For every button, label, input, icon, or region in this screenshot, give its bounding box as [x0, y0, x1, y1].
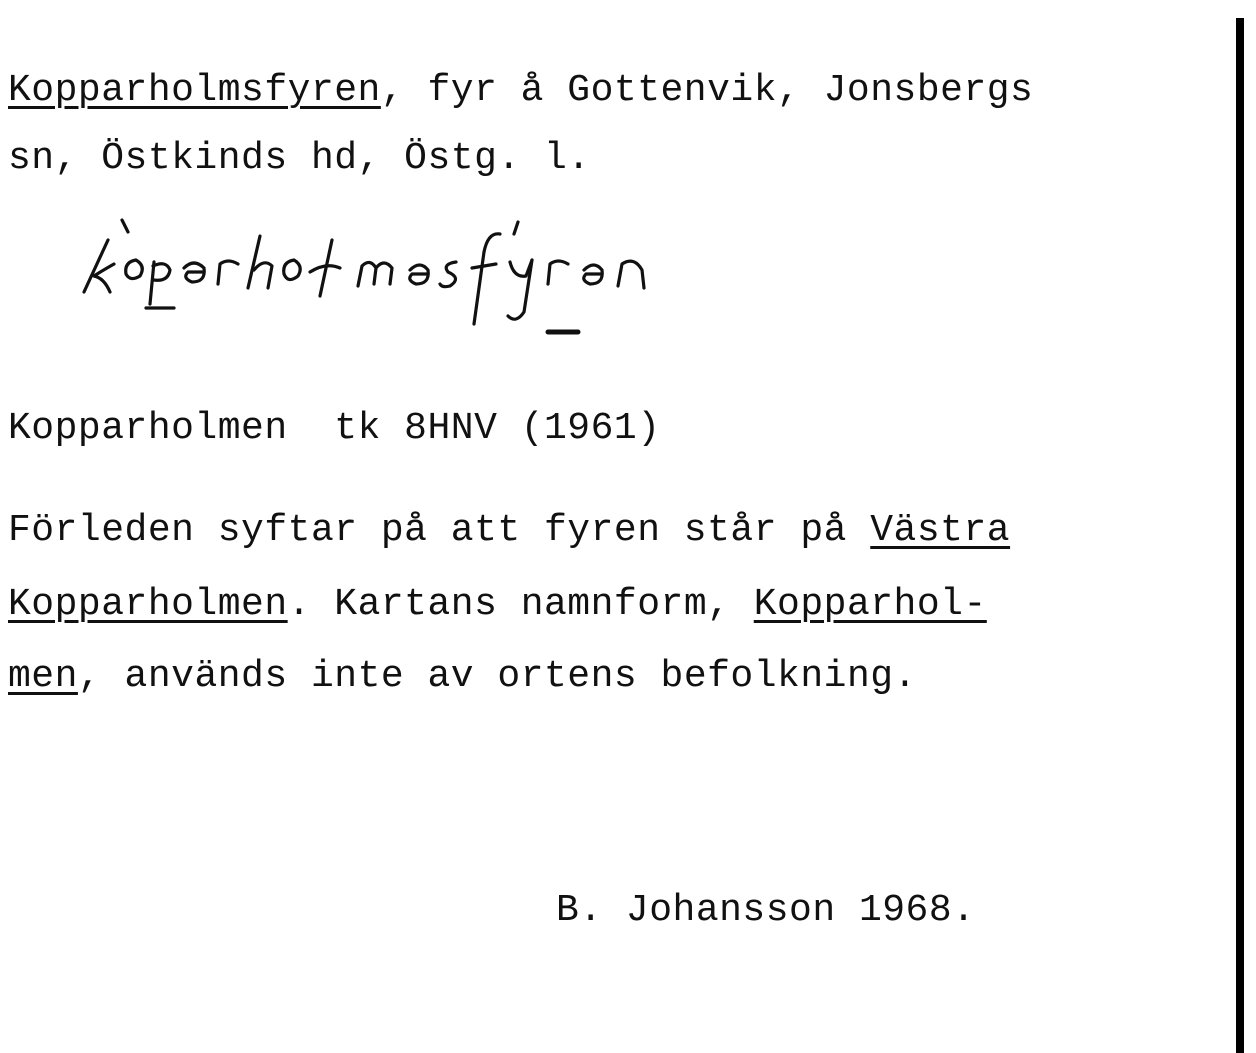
- note-underlined-vastra: Västra: [870, 509, 1011, 552]
- note-underlined-kopparholmen: Kopparholmen: [8, 583, 288, 626]
- heading-line-2: sn, Östkinds hd, Östg. l.: [8, 137, 591, 180]
- map-name: Kopparholmen: [8, 407, 288, 450]
- note-text-1: Förleden syftar på att fyren står på: [8, 509, 871, 552]
- handwritten-pronunciation: [70, 212, 760, 352]
- note-line-1: [8, 509, 1011, 552]
- heading-description: , fyr å Gottenvik, Jonsbergs: [380, 69, 1034, 112]
- card-edge-line: [1236, 18, 1244, 1053]
- pronunciation-script: [70, 212, 760, 352]
- headword: Kopparholmsfyren: [8, 69, 381, 112]
- map-ref: tk 8HNV (1961): [334, 407, 661, 450]
- heading-line-1: [8, 69, 1034, 112]
- signature: B. Johansson 1968.: [556, 889, 976, 932]
- note-text-3: , används inte av ortens befolkning.: [77, 655, 917, 698]
- note-line-3: [8, 655, 917, 698]
- note-line-2: [8, 583, 987, 626]
- map-reference-line: [8, 407, 661, 450]
- note-underlined-kopparhol: Kopparhol-: [753, 583, 987, 626]
- note-underlined-men: men: [8, 655, 78, 698]
- note-text-2: . Kartans namnform,: [287, 583, 754, 626]
